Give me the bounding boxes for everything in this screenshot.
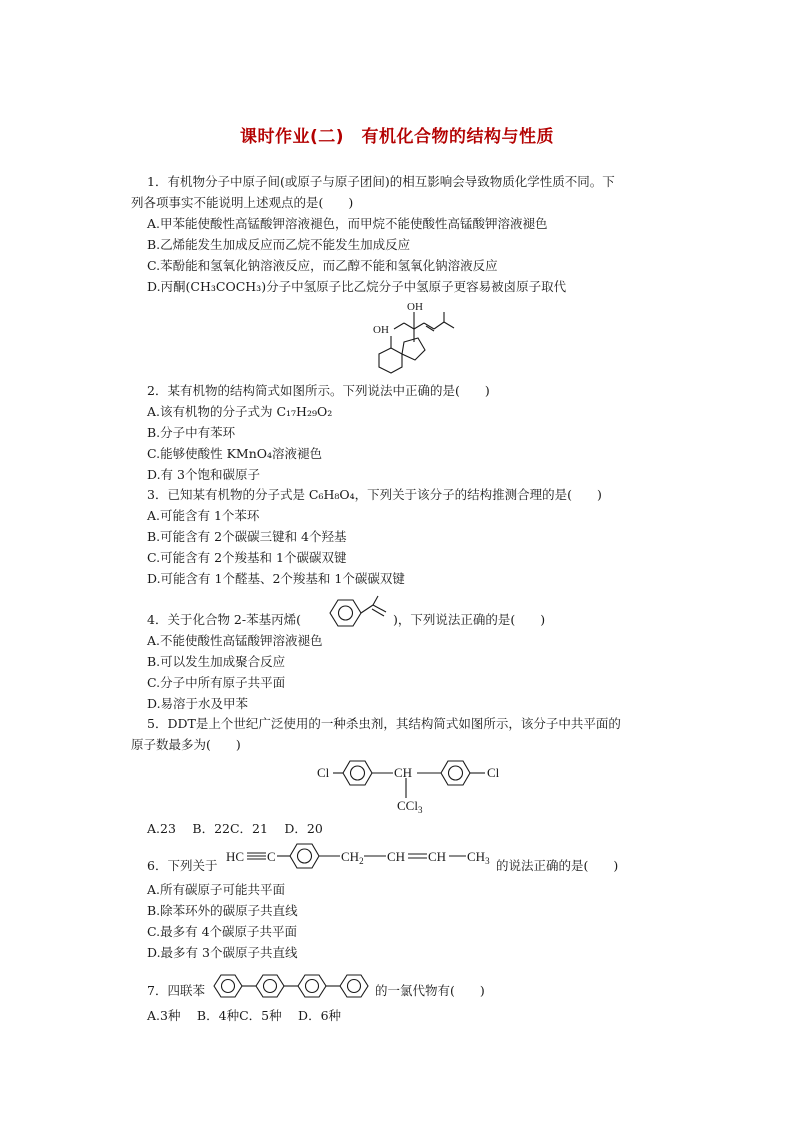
q3-stem: 3．已知某有机物的分子式是 C₆H₈O₄，下列关于该分子的结构推测合理的是( ) xyxy=(147,487,602,502)
q1-stem-line1: 1．有机物分子中原子间(或原子与原子团间)的相互影响会导致物质化学性质不同。下 xyxy=(147,174,615,189)
q4-option-b: B.可以发生加成聚合反应 xyxy=(147,654,286,669)
q4-stem-start: 4．关于化合物 2-苯基丙烯( xyxy=(147,612,301,627)
q7-stem-end: 的一氯代物有( ) xyxy=(375,983,485,998)
q2-oh-top-label: OH xyxy=(407,301,423,313)
q5-stem-line1: 5．DDT是上个世纪广泛使用的一种杀虫剂，其结构简式如图所示，该分子中共平面的 xyxy=(147,716,621,731)
q6-option-a: A.所有碳原子可能共平面 xyxy=(147,882,286,897)
q6-stem-end: 的说法正确的是( ) xyxy=(496,858,619,873)
q6-c-label: C xyxy=(267,849,276,864)
q1-stem-line2: 列各项事实不能说明上述观点的是( ) xyxy=(131,195,354,210)
q1-option-b: B.乙烯能发生加成反应而乙烷不能发生加成反应 xyxy=(147,237,411,252)
q6-ch3-label xyxy=(467,849,490,866)
q7-quaterphenyl-structure xyxy=(211,973,377,999)
q4-option-a: A.不能使酸性高锰酸钾溶液褪色 xyxy=(147,633,323,648)
q6-ch3-subscript: 3 xyxy=(485,856,490,866)
q7-stem-start: 7．四联苯 xyxy=(147,983,205,998)
q5-stem-line2: 原子数最多为( ) xyxy=(131,737,241,752)
q6-ch-label: CH xyxy=(387,849,406,864)
q6-structure xyxy=(224,840,496,872)
q5-ccl-text: CCl xyxy=(397,798,418,813)
q4-phenylpropene-structure xyxy=(322,592,394,634)
q6-ch2-text: CH xyxy=(341,849,360,864)
q5-ccl-label xyxy=(397,798,423,815)
q2-oh-left-label: OH xyxy=(373,324,389,336)
page-title: 课时作业(二) 有机化合物的结构与性质 xyxy=(239,127,555,147)
q2-option-b: B.分子中有苯环 xyxy=(147,425,236,440)
q4-stem-end: )，下列说法正确的是( ) xyxy=(393,612,546,627)
q1-option-d: D.丙酮(CH₃COCH₃)分子中氢原子比乙烷分子中氢原子更容易被卤原子取代 xyxy=(147,279,567,294)
q5-cl-left-label: Cl xyxy=(317,765,330,780)
q5-ccl-subscript: 3 xyxy=(417,805,423,815)
q1-option-a: A.甲苯能使酸性高锰酸钾溶液褪色，而甲烷不能使酸性高锰酸钾溶液褪色 xyxy=(147,216,548,231)
q3-option-b: B.可能含有 2个碳碳三键和 4个羟基 xyxy=(147,529,347,544)
q6-option-d: D.最多有 3个碳原子共直线 xyxy=(147,945,298,960)
q6-ch2-subscript: 2 xyxy=(359,856,364,866)
q6-stem-start: 6．下列关于 xyxy=(147,858,218,873)
q4-option-c: C.分子中所有原子共平面 xyxy=(147,675,286,690)
q1-option-c: C.苯酚能和氢氧化钠溶液反应，而乙醇不能和氢氧化钠溶液反应 xyxy=(147,258,498,273)
q2-option-d: D.有 3个饱和碳原子 xyxy=(147,467,260,482)
q2-option-a: A.该有机物的分子式为 C₁₇H₂₉O₂ xyxy=(147,404,333,419)
q3-option-a: A.可能含有 1个苯环 xyxy=(147,508,260,523)
q5-ddt-structure xyxy=(315,756,520,818)
q6-ch3-text: CH xyxy=(467,849,486,864)
q3-option-c: C.可能含有 2个羧基和 1个碳碳双键 xyxy=(147,550,347,565)
q5-ch-label: CH xyxy=(394,765,413,780)
q6-ch-b-label: CH xyxy=(428,849,447,864)
q6-hc-label: HC xyxy=(226,849,245,864)
q2-stem: 2．某有机物的结构简式如图所示。下列说法中正确的是( ) xyxy=(147,383,490,398)
q7-options: A.3种 B．4种C．5种 D．6种 xyxy=(147,1008,342,1023)
q5-options: A.23 B．22C．21 D．20 xyxy=(147,821,323,836)
q6-ch2-label xyxy=(341,849,364,866)
q2-option-c: C.能够使酸性 KMnO₄溶液褪色 xyxy=(147,446,323,461)
q3-option-d: D.可能含有 1个醛基、2个羧基和 1个碳碳双键 xyxy=(147,571,405,586)
q5-cl-right-label: Cl xyxy=(487,765,500,780)
q4-option-d: D.易溶于水及甲苯 xyxy=(147,696,249,711)
q2-structure-diagram xyxy=(360,298,470,378)
q6-option-c: C.最多有 4个碳原子共平面 xyxy=(147,924,298,939)
q6-option-b: B.除苯环外的碳原子共直线 xyxy=(147,903,298,918)
